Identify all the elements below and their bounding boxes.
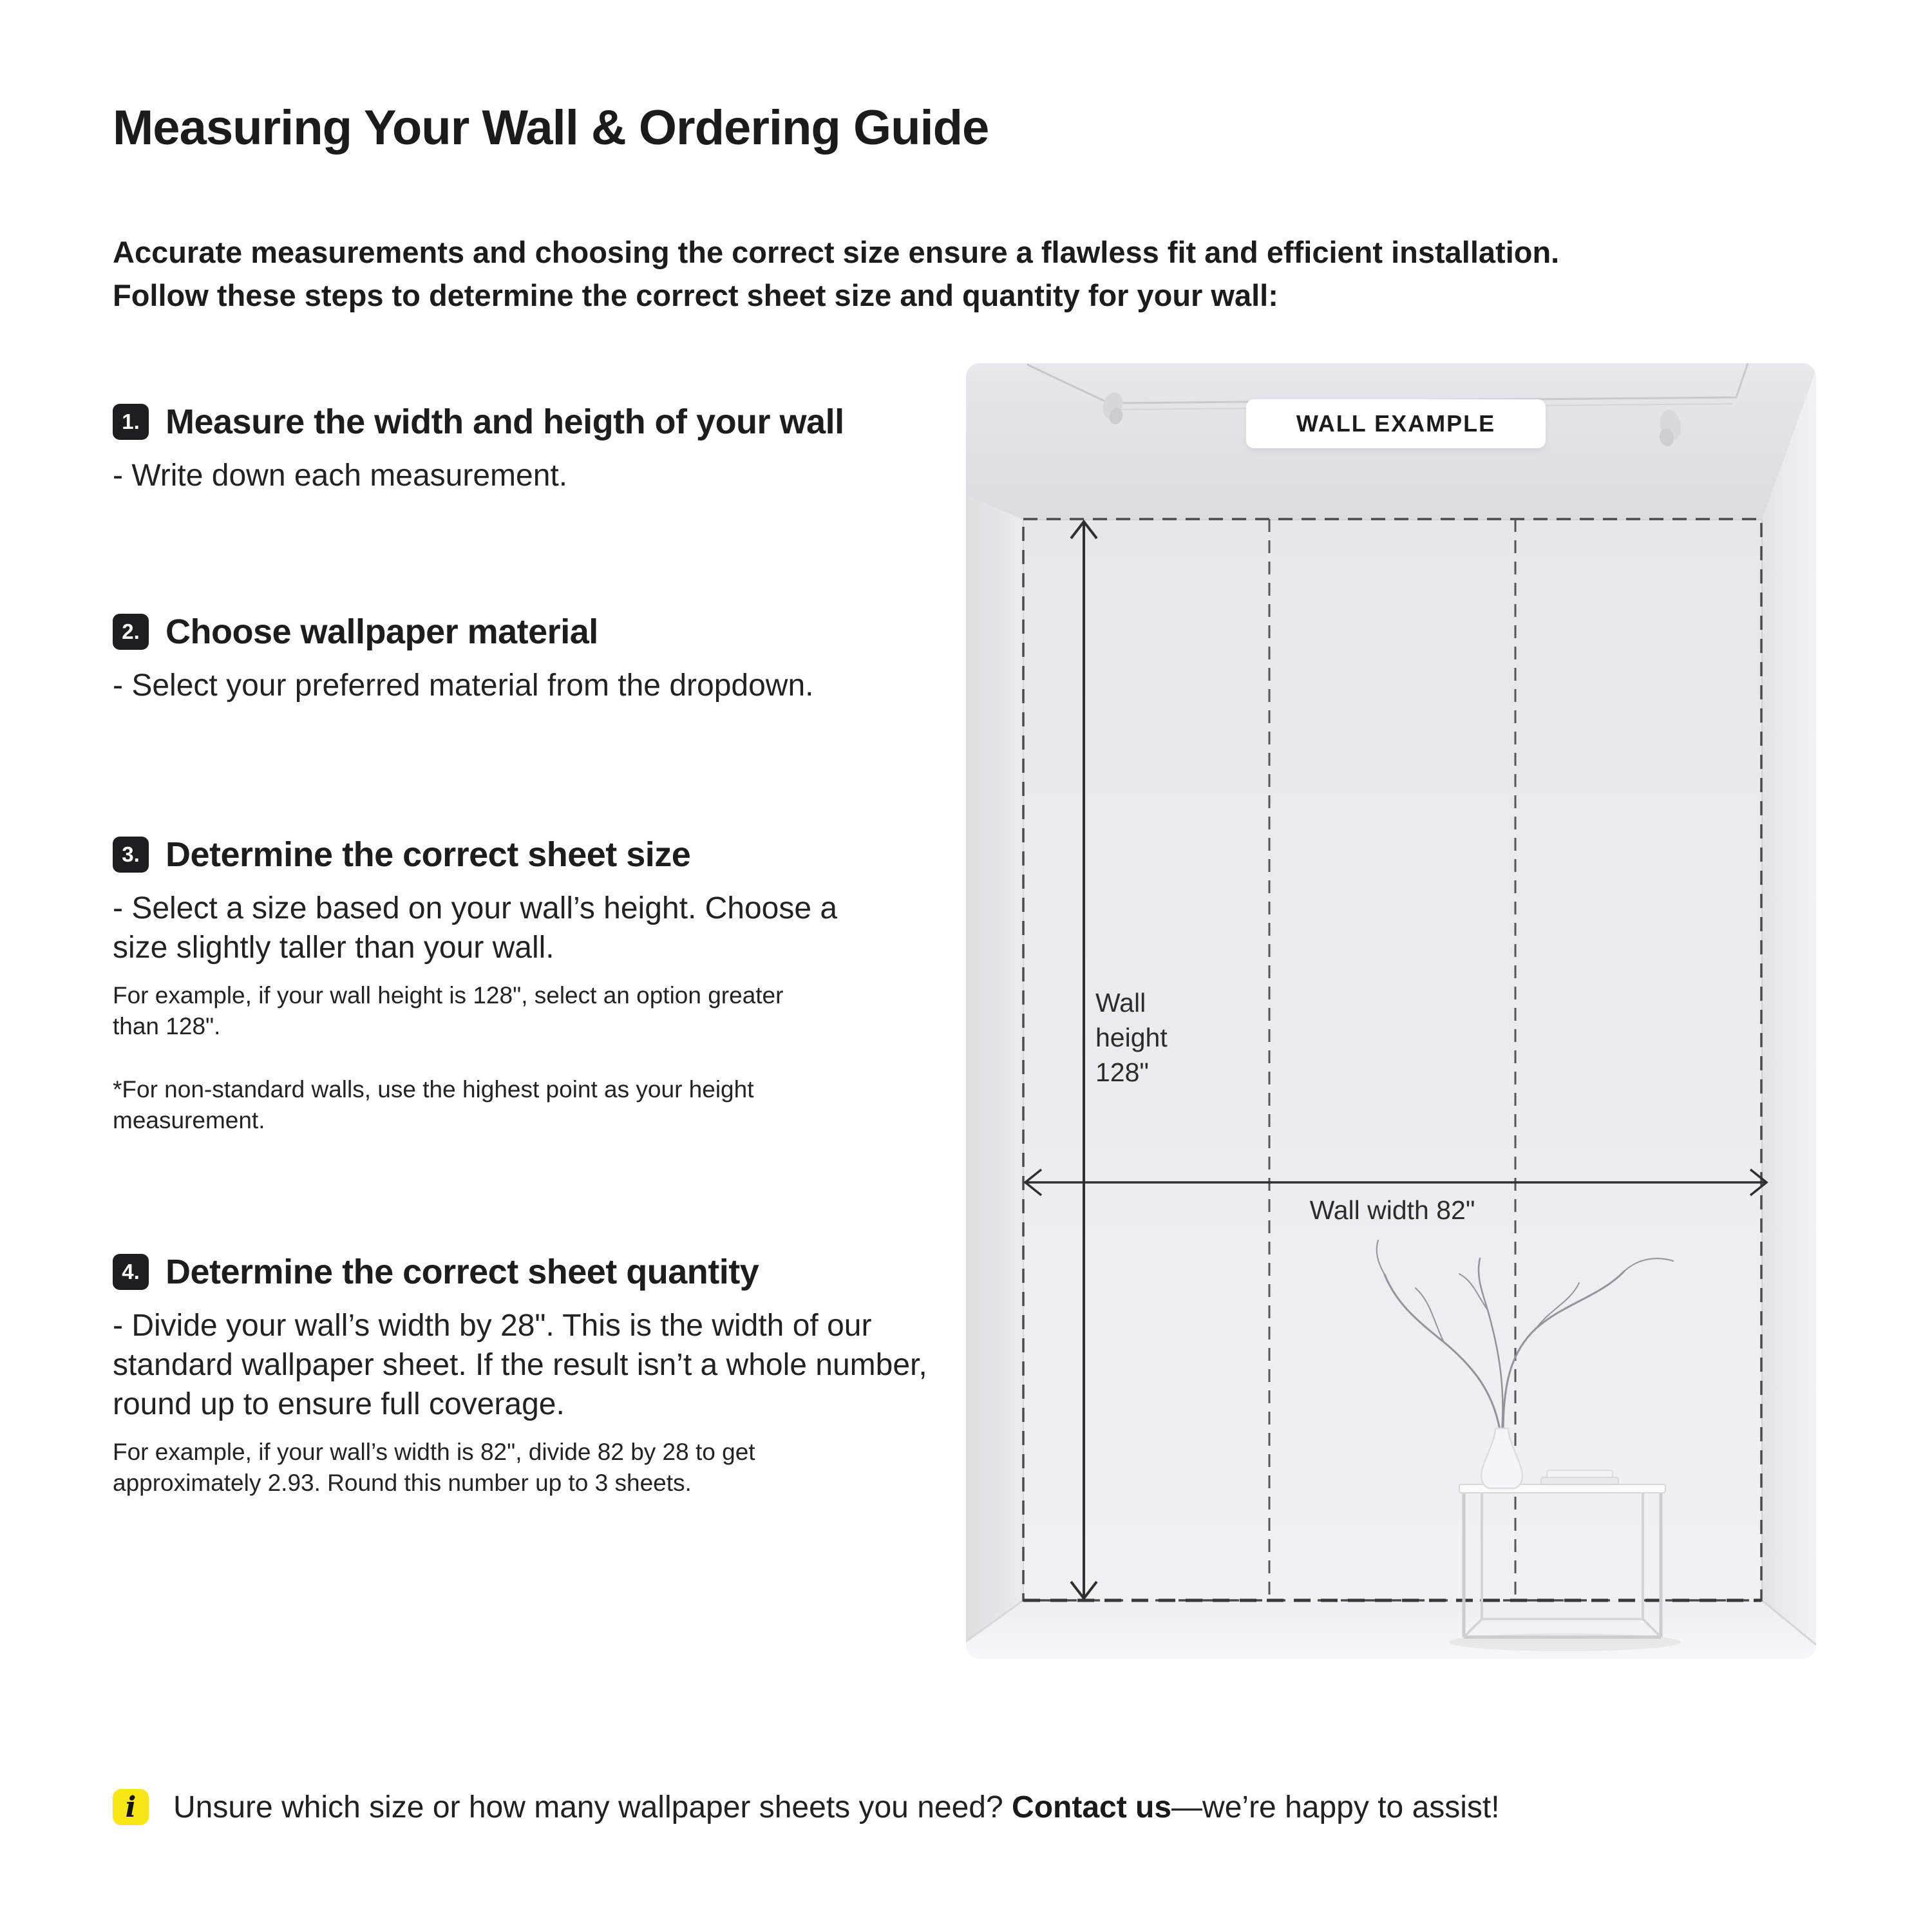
wall-height-label: Wall height 128" xyxy=(1095,988,1168,1087)
floor xyxy=(966,1600,1816,1659)
left-wall xyxy=(966,495,1023,1642)
books-illustration xyxy=(1541,1470,1618,1484)
footer-text-pre: Unsure which size or how many wallpaper sheets you need? xyxy=(173,1790,1012,1824)
footer-help-note xyxy=(113,1789,1500,1825)
step-title: Determine the correct sheet quantity xyxy=(166,1253,759,1291)
step-4-heading xyxy=(113,1253,943,1291)
step-number-badge: 2. xyxy=(113,614,149,650)
page-title: Measuring Your Wall & Ordering Guide xyxy=(113,100,989,155)
step-1 xyxy=(113,403,844,495)
step-3-heading xyxy=(113,836,873,873)
step-2-heading xyxy=(113,613,813,650)
step-title: Determine the correct sheet size xyxy=(166,835,691,874)
wall-width-label: Wall width 82" xyxy=(1309,1195,1475,1225)
footer-text xyxy=(173,1790,1500,1825)
step-3 xyxy=(113,836,873,1136)
contact-us-link[interactable]: Contact us xyxy=(1012,1790,1172,1824)
step-title: Choose wallpaper material xyxy=(166,612,598,651)
step-body: - Divide your wall’s width by 28". This is the width of our standard wallpaper sheet. If the result isn’t a whole number, round up to ensure full coverage. xyxy=(113,1309,927,1421)
back-wall xyxy=(966,363,1816,1659)
intro-text xyxy=(113,231,1864,317)
wall-example-figure xyxy=(966,363,1816,1659)
right-wall xyxy=(1762,370,1816,1645)
intro-line-1: Accurate measurements and choosing the correct size ensure a flawless fit and efficient installation. xyxy=(113,235,1560,269)
step-body: - Select your preferred material from the dropdown. xyxy=(113,668,814,703)
step-note: *For non-standard walls, use the highest point as your height measurement. xyxy=(113,1076,754,1133)
room-photo xyxy=(966,363,1816,1659)
step-title: Measure the width and heigth of your wall xyxy=(166,402,844,441)
step-4 xyxy=(113,1253,943,1499)
step-body: - Write down each measurement. xyxy=(113,459,568,493)
step-number-badge: 4. xyxy=(113,1254,149,1290)
step-body: - Select a size based on your wall’s height. Choose a size slightly taller than your wall. xyxy=(113,891,838,965)
step-example: For example, if your wall’s width is 82", divide 82 by 28 to get approximately 2.93. Round this number up to 3 sheets. xyxy=(113,1439,755,1496)
info-icon: i xyxy=(113,1789,149,1825)
step-example: For example, if your wall height is 128", select an option greater than 128". xyxy=(113,982,784,1039)
footer-text-post: —we’re happy to assist! xyxy=(1171,1790,1500,1824)
step-2 xyxy=(113,613,813,705)
step-number-badge: 1. xyxy=(113,404,149,440)
wall-example-label: WALL EXAMPLE xyxy=(1246,399,1546,448)
step-1-heading xyxy=(113,403,844,440)
step-number-badge: 3. xyxy=(113,837,149,873)
intro-line-2: Follow these steps to determine the correct sheet size and quantity for your wall: xyxy=(113,278,1278,312)
